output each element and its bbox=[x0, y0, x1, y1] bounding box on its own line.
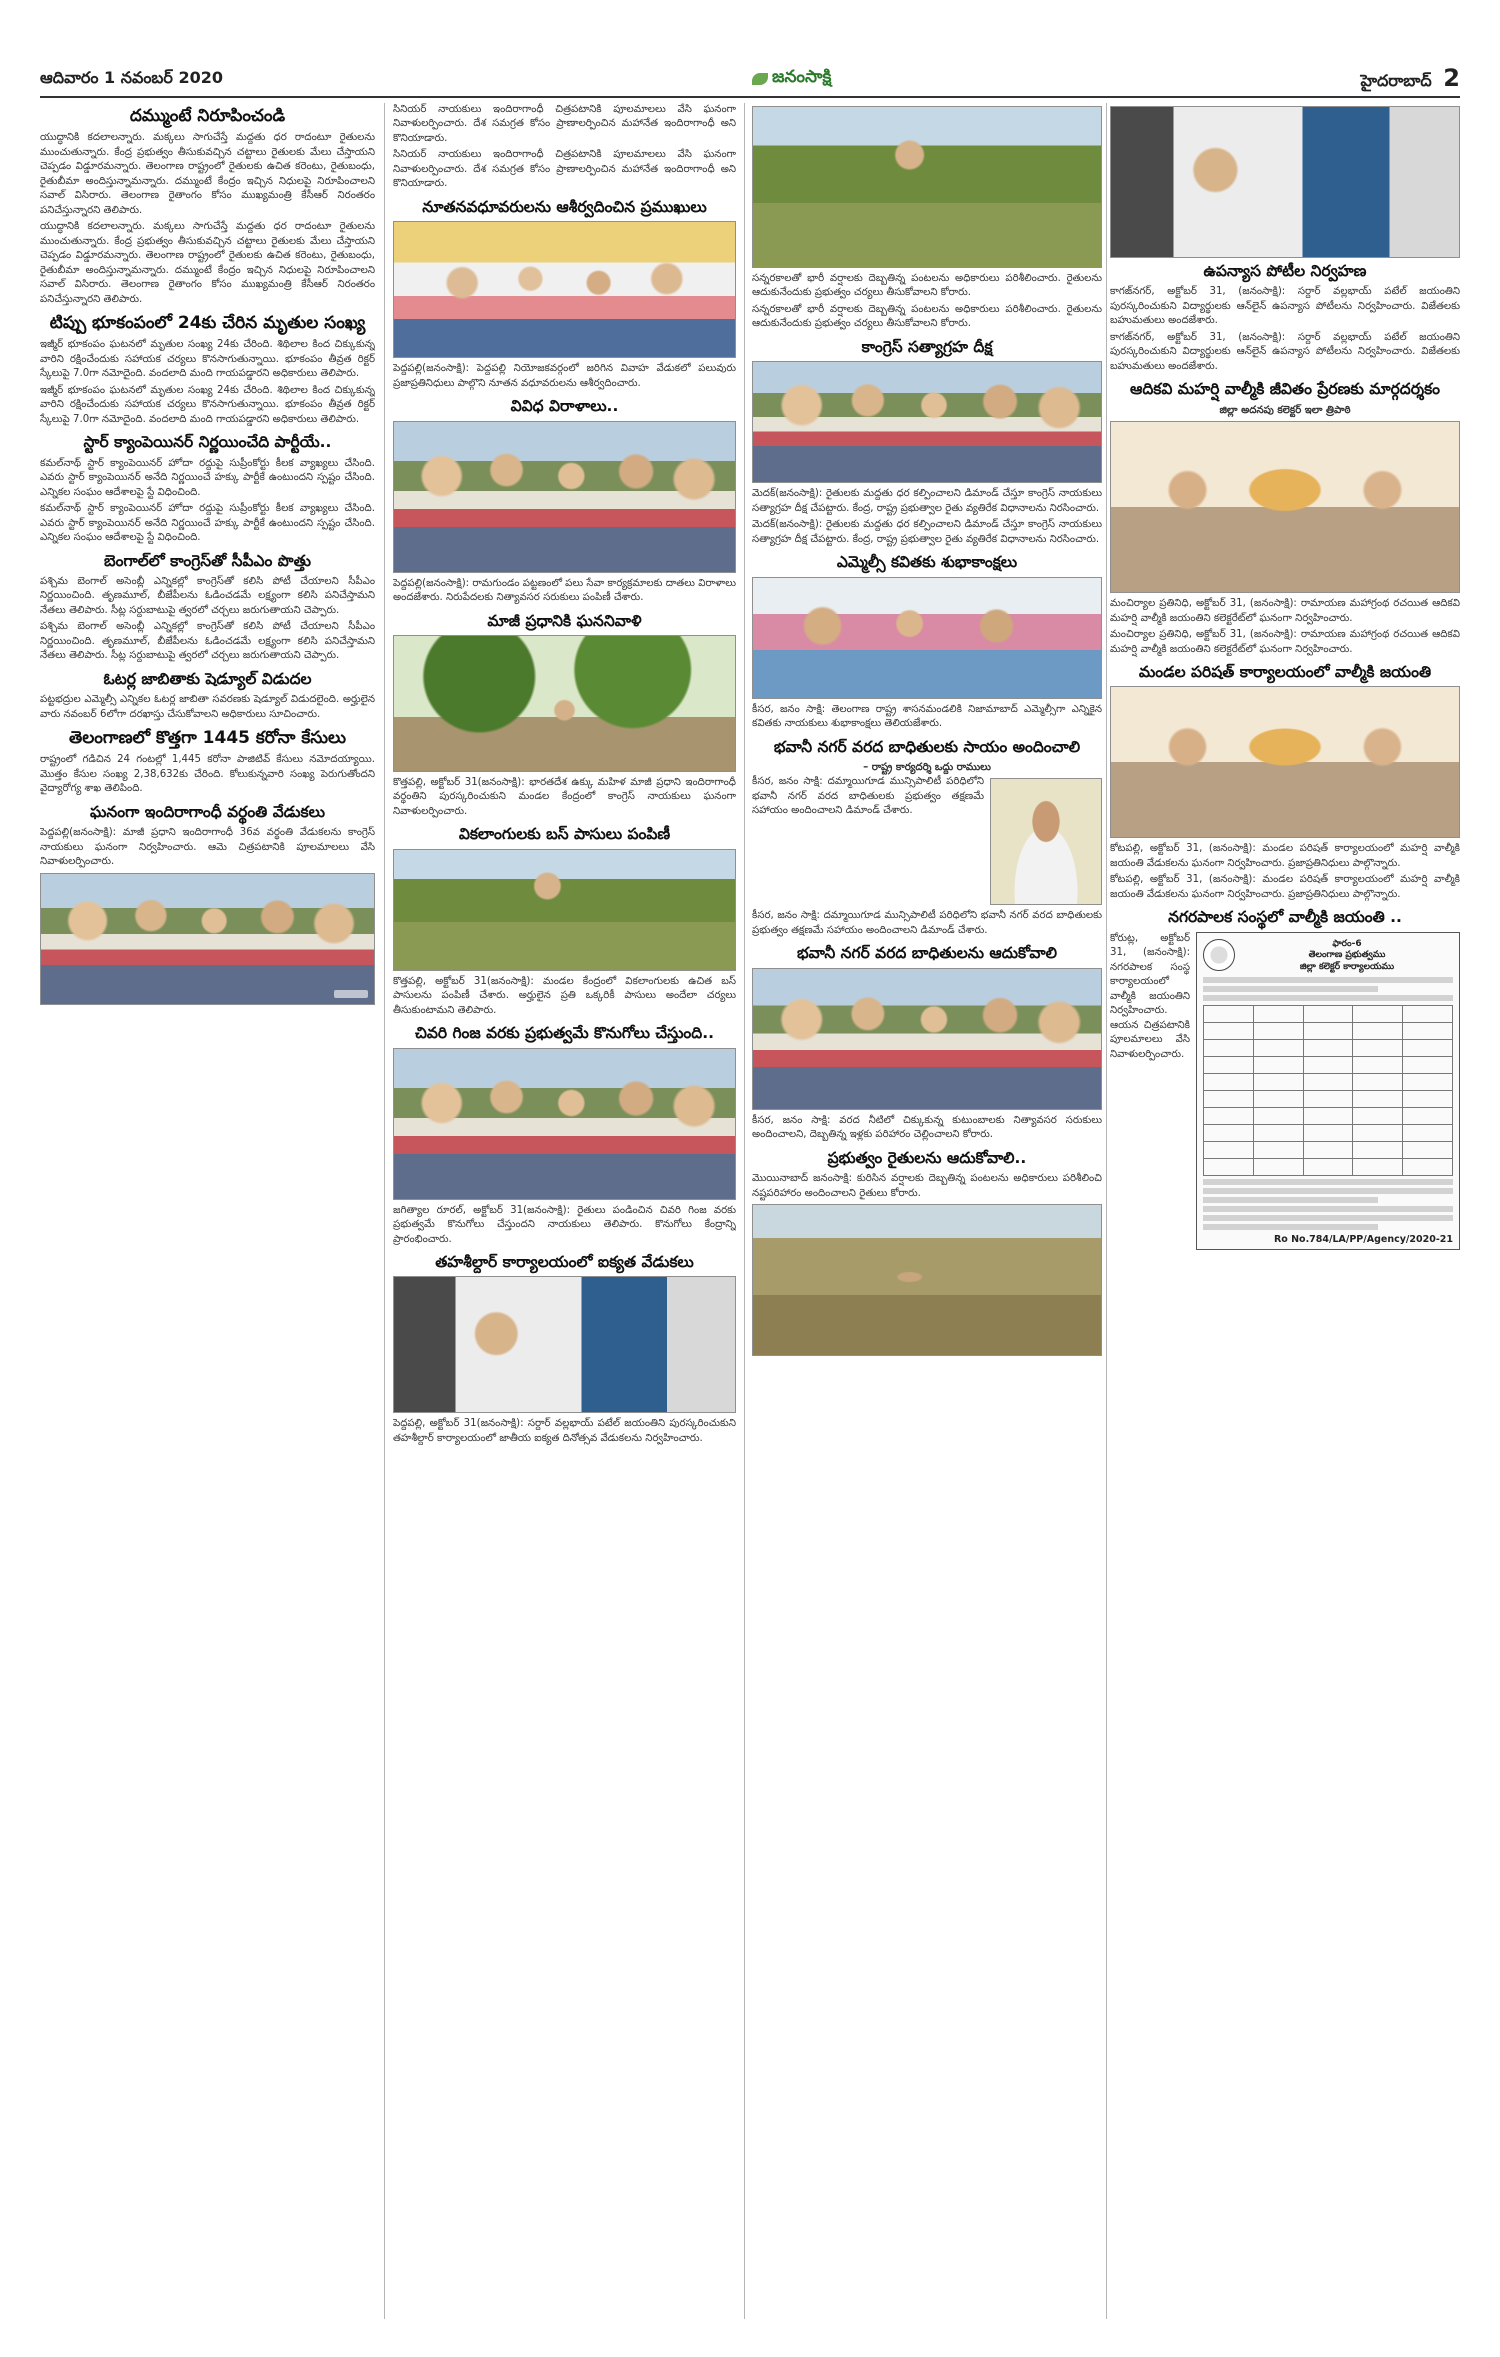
article bbox=[752, 1149, 1102, 1356]
article-body: కీసర, జనం సాక్షి: దమ్మాయిగూడ మున్సిపాలిటీ పరిధిలోని భవానీ నగర్ వరద బాధితులకు ప్రభుత్వం తక్షణమే సహాయం అందించాలని డిమాండ్ చేశారు. bbox=[752, 910, 1102, 936]
article-body: యుద్ధానికి కదలాలన్నారు. మక్కలు సాగుచేస్తే మద్దతు ధర రాదంటూ రైతులను ముంచుతున్నారు. కేంద్ర ప్రభుత్వం తీసుకువచ్చిన చట్టాలు రైతులకు మేలు చేస్తాయని చెప్పడం విడ్డూరమన్నారు. తెలంగాణ రాష్ట్రంలో రైతులకు ఉచిత కరెంటు, రైతుబంధు, రైతుబీమా అందిస్తున్నామన్నారు. దమ్ముంటే కేంద్రం ఇచ్చిన నిధులపై నిరూపించాలని సవాల్ విసిరారు. తెలంగాణ రైతాంగం కోసం ముఖ్యమంత్రి కేసీఆర్ నిరంతరం పనిచేస్తున్నారని తెలిపారు. bbox=[40, 132, 375, 216]
headline: ఓటర్ల జాబితాకు షెడ్యూల్ విడుదల bbox=[103, 669, 312, 688]
article bbox=[40, 433, 375, 545]
headline: నూతనవధూవరులను ఆశీర్వదించిన ప్రముఖులు bbox=[422, 197, 707, 216]
article-with-portrait bbox=[752, 775, 1102, 909]
article-body: రాష్ట్రంలో గడిచిన 24 గంటల్లో 1,445 కరోనా పాజిటివ్ కేసులు నమోదయ్యాయి. మొత్తం కేసుల సంఖ్య 2,38,632కు చేరింది. కోలుకున్నవారి సంఖ్య పెరుగుతోందని వైద్యారోగ్య శాఖ తెలిపింది. bbox=[40, 754, 375, 795]
headline: కాంగ్రెస్ సత్యాగ్రహ దీక్ష bbox=[861, 337, 993, 356]
article-body: సన్నరకాలతో భారీ వర్షాలకు దెబ్బతిన్న పంటలను అధికారులు పరిశీలించారు. రైతులను ఆదుకునేందుకు ప్రభుత్వం చర్యలు తీసుకోవాలని కోరారు. bbox=[752, 303, 1102, 330]
article-body: పెద్దపల్లి, అక్టోబర్ 31(జనంసాక్షి): సర్దార్ వల్లభాయ్ పటేల్ జయంతిని పురస్కరించుకుని తహశీల్దార్ కార్యాలయంలో జాతీయ ఐక్యత దినోత్సవ వేడుకలను నిర్వహించారు. bbox=[393, 1418, 736, 1444]
column-2 bbox=[393, 103, 736, 2319]
article-body: మెదక్(జనంసాక్షి): రైతులకు మద్దతు ధర కల్పించాలని డిమాండ్ చేస్తూ కాంగ్రెస్ నాయకులు సత్యాగ్రహ దీక్ష చేపట్టారు. కేంద్ర, రాష్ట్ర ప్రభుత్వాల రైతు వ్యతిరేక విధానాలను నిరసించారు. bbox=[752, 488, 1102, 514]
headline: చివరి గింజ వరకు ప్రభుత్వమే కొనుగోలు చేస్తుంది.. bbox=[414, 1024, 715, 1043]
news-photo bbox=[1110, 686, 1460, 838]
portrait-photo bbox=[990, 778, 1102, 905]
article-body: జగిత్యాల రూరల్, అక్టోబర్ 31(జనంసాక్షి): రైతులు పండించిన చివరి గింజ వరకు ప్రభుత్వమే కొనుగోలు చేస్తుందని నాయకులు తెలిపారు. కొనుగోలు కేంద్రాన్ని ప్రారంభించారు. bbox=[393, 1204, 736, 1245]
article-subheadline: జిల్లా అదనపు కలెక్టర్ ఇలా త్రిపాఠి bbox=[1219, 404, 1351, 416]
headline: దమ్ముంటే నిరూపించండి bbox=[129, 106, 286, 126]
article-body: సినియర్ నాయకులు ఇందిరాగాంధీ చిత్రపటానికి పూలమాలలు వేసి ఘనంగా నివాళులర్పించారు. దేశ సమగ్రత కోసం ప్రాణాలర్పించిన మహానేత ఇందిరాగాంధీ అని కొనియాడారు. bbox=[393, 104, 736, 144]
notice-office: జిల్లా కలెక్టర్ కార్యాలయము bbox=[1299, 962, 1395, 973]
article-body: కమల్‌నాథ్ స్టార్ క్యాంపెయినర్ హోదా రద్దుపై సుప్రీంకోర్టు కీలక వ్యాఖ్యలు చేసింది. ఎవరు స్టార్ క్యాంపెయినర్ అనేది నిర్ణయించే హక్కు పార్టీకే ఉంటుందని స్పష్టం చేసింది. ఎన్నికల సంఘం ఆదేశాలపై స్టే విధించింది. bbox=[40, 457, 375, 498]
article-body: ఇజ్మీర్ భూకంపం ఘటనలో మృతుల సంఖ్య 24కు చేరింది. శిథిలాల కింద చిక్కుకున్న వారిని రక్షించేందుకు సహాయక చర్యలు కొనసాగుతున్నాయి. భూకంపం తీవ్రత రిక్టర్ స్కేలుపై 7.0గా నమోదైంది. వందలాది మంది గాయపడ్డారని అధికారులు తెలిపారు. bbox=[40, 339, 375, 380]
article-body: పట్టభద్రుల ఎమ్మెల్సీ ఎన్నికల ఓటర్ల జాబితా సవరణకు షెడ్యూల్ విడుదలైంది. అర్హులైన వారు నవంబర్ 6లోగా దరఖాస్తు చేసుకోవాలని అధికారులు సూచించారు. bbox=[40, 694, 375, 720]
column-1 bbox=[40, 103, 375, 2319]
article bbox=[40, 106, 375, 307]
news-photo bbox=[1110, 421, 1460, 593]
headline: వివిధ విరాళాలు.. bbox=[510, 397, 619, 416]
article bbox=[40, 552, 375, 664]
headline: ఉపన్యాస పోటీల నిర్వహణ bbox=[1203, 262, 1367, 280]
article bbox=[1110, 908, 1460, 1249]
article bbox=[752, 944, 1102, 1142]
article bbox=[393, 825, 736, 1018]
notice-table bbox=[1203, 1005, 1453, 1176]
article-body: పెద్దపల్లి(జనంసాక్షి): పెద్దపల్లి నియోజకవర్గంలో జరిగిన వివాహ వేడుకలో పలువురు ప్రజాప్రతినిధులు పాల్గొని నూతన వధూవరులను ఆశీర్వదించారు. bbox=[393, 363, 736, 389]
headline: నగరపాలక సంస్థలో వాల్మీకి జయంతి .. bbox=[1168, 908, 1402, 927]
article bbox=[40, 728, 375, 797]
article-body: కొత్తపల్లి, అక్టోబర్ 31(జనంసాక్షి): భారతదేశ ఉక్కు మహిళ మాజీ ప్రధాని ఇందిరాగాంధీ వర్థంతిని పురస్కరించుకుని మండల కేంద్రంలో కాంగ్రెస్ నాయకులు ఘనంగా నివాళులర్పించారు. bbox=[393, 776, 736, 817]
column-3 bbox=[752, 103, 1102, 2319]
headline: ప్రభుత్వం రైతులను ఆదుకోవాలి.. bbox=[827, 1148, 1027, 1167]
news-photo bbox=[752, 361, 1102, 483]
headline: స్టార్ క్యాంపెయినర్ నిర్ణయించేది పార్టీయే.. bbox=[83, 433, 332, 452]
news-photo bbox=[1110, 106, 1460, 258]
article-with-notice bbox=[1110, 932, 1460, 1250]
article bbox=[393, 397, 736, 605]
article-body: మెదక్(జనంసాక్షి): రైతులకు మద్దతు ధర కల్పించాలని డిమాండ్ చేస్తూ కాంగ్రెస్ నాయకులు సత్యాగ్రహ దీక్ష చేపట్టారు. కేంద్ర, రాష్ట్ర ప్రభుత్వాల రైతు వ్యతిరేక విధానాలను నిరసించారు. bbox=[752, 519, 1102, 545]
news-photo bbox=[393, 421, 736, 573]
column-divider bbox=[744, 103, 745, 2319]
notice-title bbox=[1241, 939, 1453, 974]
column-divider bbox=[384, 103, 385, 2319]
article-body: మొయినాబాద్ జనంసాక్షి: కురిసిన వర్షాలకు దెబ్బతిన్న పంటలను అధికారులు పరిశీలించి నష్టపరిహారం అందించాలని రైతులు కోరారు. bbox=[752, 1173, 1102, 1199]
headline: మండల పరిషత్ కార్యాలయంలో వాల్మీకి జయంతి bbox=[1138, 663, 1432, 682]
article-body: కొత్తపల్లి, అక్టోబర్ 31(జనంసాక్షి): మండల కేంద్రంలో వికలాంగులకు ఉచిత బస్ పాసులను పంపిణీ చేశారు. అర్హులైన ప్రతి ఒక్కరికీ పాసులు అందేలా చర్యలు తీసుకుంటామని తెలిపారు. bbox=[393, 975, 736, 1016]
news-photo bbox=[393, 1276, 736, 1413]
article bbox=[752, 338, 1102, 547]
article bbox=[40, 670, 375, 722]
article-body: సన్నరకాలతో భారీ వర్షాలకు దెబ్బతిన్న పంటలను అధికారులు పరిశీలించారు. రైతులను ఆదుకునేందుకు ప్రభుత్వం చర్యలు తీసుకోవాలని కోరారు. bbox=[752, 273, 1102, 299]
notice-form: ఫారం-6 bbox=[1332, 938, 1362, 949]
article-subheadline: – రాష్ట్ర కార్యదర్శి ఒద్దు రాములు bbox=[863, 761, 991, 773]
headline: టిప్పు భూకంపంలో 24కు చేరిన మృతుల సంఖ్య bbox=[49, 313, 366, 334]
article-body: కోటపల్లి, అక్టోబర్ 31, (జనంసాక్షి): మండల పరిషత్ కార్యాలయంలో మహర్షి వాల్మీకి జయంతి వేడుకలను ఘనంగా నిర్వహించారు. ప్రజాప్రతినిధులు పాల్గొన్నారు. bbox=[1110, 843, 1460, 869]
article-body: కోరుట్ల, అక్టోబర్ 31, (జనంసాక్షి): నగరపాలక సంస్థ కార్యాలయంలో వాల్మీకి జయంతిని నిర్వహించారు. ఆయన చిత్రపటానికి పూలమాలలు వేసి నివాళులర్పించారు. bbox=[1110, 932, 1190, 1060]
article-body: పశ్చిమ బెంగాల్ అసెంబ్లీ ఎన్నికల్లో కాంగ్రెస్‌తో కలిసి పోటీ చేయాలని సీపీఎం నిర్ణయించింది. తృణమూల్, బీజేపీలను ఓడించడమే లక్ష్యంగా కలిసి పనిచేస్తామని నేతలు తెలిపారు. సీట్ల సర్దుబాటుపై త్వరలో చర్చలు జరుగుతాయని చెప్పారు. bbox=[40, 621, 375, 662]
article-body: పెద్దపల్లి(జనంసాక్షి): మాజీ ప్రధాని ఇందిరాగాంధీ 36వ వర్థంతి వేడుకలను కాంగ్రెస్ నాయకులు ఘనంగా నిర్వహించారు. ఆమె చిత్రపటానికి పూలమాలలు వేసి నివాళులర్పించారు. bbox=[40, 827, 375, 868]
article bbox=[752, 106, 1102, 332]
issue-date: ఆదివారం 1 నవంబర్ 2020 bbox=[40, 67, 224, 87]
article bbox=[393, 198, 736, 391]
headline: మాజీ ప్రధానికి ఘననివాళి bbox=[487, 611, 642, 630]
newspaper-logo bbox=[752, 67, 831, 91]
article bbox=[752, 738, 1102, 939]
article bbox=[752, 553, 1102, 731]
news-photo bbox=[40, 873, 375, 1005]
article-body: కోటపల్లి, అక్టోబర్ 31, (జనంసాక్షి): మండల పరిషత్ కార్యాలయంలో మహర్షి వాల్మీకి జయంతి వేడుకలను ఘనంగా నిర్వహించారు. ప్రజాప్రతినిధులు పాల్గొన్నారు. bbox=[1110, 874, 1460, 900]
article-body: సినియర్ నాయకులు ఇందిరాగాంధీ చిత్రపటానికి పూలమాలలు వేసి ఘనంగా నివాళులర్పించారు. దేశ సమగ్రత కోసం ప్రాణాలర్పించిన మహానేత ఇందిరాగాంధీ అని కొనియాడారు. bbox=[393, 149, 736, 190]
page-number: 2 bbox=[1443, 64, 1460, 92]
article-body: కీసర, జనం సాక్షి: దమ్మాయిగూడ మున్సిపాలిటీ పరిధిలోని భవానీ నగర్ వరద బాధితులకు ప్రభుత్వం తక్షణమే సహాయం అందించాలని డిమాండ్ చేశారు. bbox=[752, 776, 984, 817]
column-4 bbox=[1110, 103, 1460, 2319]
logo-text: జనంసాక్షి bbox=[772, 67, 832, 87]
edition-city: హైదరాబాద్ bbox=[1360, 71, 1432, 90]
notice-government: తెలంగాణ ప్రభుత్వము bbox=[1308, 950, 1386, 961]
news-photo bbox=[393, 635, 736, 772]
article-body: మంచిర్యాల ప్రతినిధి, అక్టోబర్ 31, (జనంసాక్షి): రామాయణ మహాగ్రంథ రచయిత ఆదికవి మహర్షి వాల్మీకి జయంతిని కలెక్టరేట్‌లో ఘనంగా నిర్వహించారు. bbox=[1110, 598, 1460, 624]
government-notice bbox=[1196, 932, 1460, 1250]
article bbox=[393, 612, 736, 820]
article bbox=[393, 103, 736, 192]
government-emblem-icon bbox=[1203, 939, 1235, 971]
article-body: యుద్ధానికి కదలాలన్నారు. మక్కలు సాగుచేస్తే మద్దతు ధర రాదంటూ రైతులను ముంచుతున్నారు. కేంద్ర ప్రభుత్వం తీసుకువచ్చిన చట్టాలు రైతులకు మేలు చేస్తాయని చెప్పడం విడ్డూరమన్నారు. తెలంగాణ రాష్ట్రంలో రైతులకు ఉచిత కరెంటు, రైతుబంధు, రైతుబీమా అందిస్తున్నామన్నారు. దమ్ముంటే కేంద్రం ఇచ్చిన నిధులపై నిరూపించాలని సవాల్ విసిరారు. తెలంగాణ రైతాంగం కోసం ముఖ్యమంత్రి కేసీఆర్ నిరంతరం పనిచేస్తున్నారని తెలిపారు. bbox=[40, 221, 375, 305]
headline: ఆదికవి మహర్షి వాల్మీకి జీవితం ప్రేరణకు మార్గదర్శకం bbox=[1129, 380, 1441, 399]
article bbox=[1110, 380, 1460, 657]
edition-label bbox=[1360, 64, 1460, 94]
article bbox=[1110, 663, 1460, 902]
article-body: కాగజ్‌నగర్, అక్టోబర్ 31, (జనంసాక్షి): సర్దార్ వల్లభాయ్ పటేల్ జయంతిని పురస్కరించుకుని విద్యార్థులకు ఆన్‌లైన్ ఉపన్యాస పోటీలను నిర్వహించారు. విజేతలకు బహుమతులు అందజేశారు. bbox=[1110, 286, 1460, 327]
column-divider bbox=[1106, 103, 1107, 2319]
news-photo bbox=[393, 849, 736, 971]
notice-ro-number: Ro No.784/LA/PP/Agency/2020-21 bbox=[1273, 1233, 1453, 1245]
headline: ఎమ్మెల్సీ కవితకు శుభాకాంక్షలు bbox=[836, 553, 1018, 572]
headline: తెలంగాణలో కొత్తగా 1445 కరోనా కేసులు bbox=[69, 728, 346, 749]
article-body: కీసర, జనం సాక్షి: తెలంగాణ రాష్ట్ర శాసనమండలికి నిజామాబాద్ ఎమ్మెల్సీగా ఎన్నికైన కవితకు నాయకులు శుభాకాంక్షలు తెలియజేశారు. bbox=[752, 703, 1102, 730]
article-body: కమల్‌నాథ్ స్టార్ క్యాంపెయినర్ హోదా రద్దుపై సుప్రీంకోర్టు కీలక వ్యాఖ్యలు చేసింది. ఎవరు స్టార్ క్యాంపెయినర్ అనేది నిర్ణయించే హక్కు పార్టీకే ఉంటుందని స్పష్టం చేసింది. ఎన్నికల సంఘం ఆదేశాలపై స్టే విధించింది. bbox=[40, 503, 375, 544]
article-body: పశ్చిమ బెంగాల్ అసెంబ్లీ ఎన్నికల్లో కాంగ్రెస్‌తో కలిసి పోటీ చేయాలని సీపీఎం నిర్ణయించింది. తృణమూల్, బీజేపీలను ఓడించడమే లక్ష్యంగా కలిసి పనిచేస్తామని నేతలు తెలిపారు. సీట్ల సర్దుబాటుపై త్వరలో చర్చలు జరుగుతాయని చెప్పారు. bbox=[40, 575, 375, 616]
headline: ఘనంగా ఇందిరాగాంధీ వర్థంతి వేడుకలు bbox=[89, 802, 325, 821]
headline: బెంగాల్‌లో కాంగ్రెస్‌తో సీపీఎం పొత్తు bbox=[103, 551, 312, 570]
article-body: ఇజ్మీర్ భూకంపం ఘటనలో మృతుల సంఖ్య 24కు చేరింది. శిథిలాల కింద చిక్కుకున్న వారిని రక్షించేందుకు సహాయక చర్యలు కొనసాగుతున్నాయి. భూకంపం తీవ్రత రిక్టర్ స్కేలుపై 7.0గా నమోదైంది. వందలాది మంది గాయపడ్డారని అధికారులు తెలిపారు. bbox=[40, 384, 375, 425]
article bbox=[1110, 106, 1460, 374]
headline: వికలాంగులకు బస్ పాసులు పంపిణీ bbox=[458, 825, 671, 844]
leaf-icon bbox=[752, 73, 768, 85]
article-body: పెద్దపల్లి(జనంసాక్షి): రామగుండం పట్టణంలో పలు సేవా కార్యక్రమాలకు దాతలు విరాళాలు అందజేశారు. నిరుపేదలకు నిత్యావసర సరుకులు పంపిణీ చేశారు. bbox=[393, 577, 736, 604]
article bbox=[393, 1253, 736, 1446]
news-photo bbox=[752, 968, 1102, 1110]
news-photo bbox=[393, 221, 736, 358]
headline: తహశీల్దార్ కార్యాలయంలో ఐక్యత వేడుకలు bbox=[435, 1253, 694, 1272]
news-photo bbox=[752, 1204, 1102, 1356]
article-body: మంచిర్యాల ప్రతినిధి, అక్టోబర్ 31, (జనంసాక్షి): రామాయణ మహాగ్రంథ రచయిత ఆదికవి మహర్షి వాల్మీకి జయంతిని కలెక్టరేట్‌లో ఘనంగా నిర్వహించారు. bbox=[1110, 629, 1460, 655]
masthead bbox=[40, 62, 1460, 98]
article-body: కాగజ్‌నగర్, అక్టోబర్ 31, (జనంసాక్షి): సర్దార్ వల్లభాయ్ పటేల్ జయంతిని పురస్కరించుకుని విద్యార్థులకు ఆన్‌లైన్ ఉపన్యాస పోటీలను నిర్వహించారు. విజేతలకు బహుమతులు అందజేశారు. bbox=[1110, 331, 1460, 372]
headline: భవానీ నగర్ వరద బాధితులను ఆదుకోవాలి bbox=[797, 944, 1057, 963]
article-body: కీసర, జనం సాక్షి: వరద నీటిలో చిక్కుకున్న కుటుంబాలకు నిత్యావసర సరుకులు అందించాలని, దెబ్బతిన్న ఇళ్లకు పరిహారం చెల్లించాలని కోరారు. bbox=[752, 1114, 1102, 1141]
article bbox=[40, 313, 375, 427]
article bbox=[40, 803, 375, 1005]
news-photo bbox=[752, 106, 1102, 268]
news-photo bbox=[752, 577, 1102, 699]
notice-header bbox=[1203, 939, 1453, 974]
news-photo bbox=[393, 1048, 736, 1200]
article bbox=[393, 1024, 736, 1247]
headline: భవానీ నగర్ వరద బాధితులకు సాయం అందించాలి bbox=[773, 737, 1081, 756]
